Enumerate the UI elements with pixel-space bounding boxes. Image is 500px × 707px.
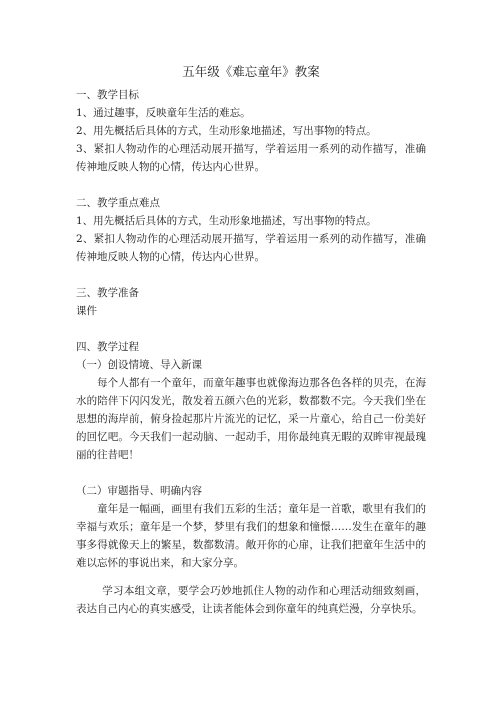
key-point-item-1: 1、用先概括后具体的方式，生动形象地描述，写出事物的特点。 (76, 215, 377, 227)
section-heading-objectives: 一、教学目标 (76, 89, 139, 101)
spacer (76, 572, 426, 582)
section-heading-key-points: 二、教学重点难点 (76, 197, 160, 209)
spacer (76, 464, 426, 482)
document-title: 五年级《难忘童年》教案 (182, 64, 320, 79)
objective-item-3: 3、紧扣人物动作的心理活动展开描写，学着运用一系列的动作描写，准确传神地反映人物的心情，传达内心世界。 (76, 143, 426, 173)
section-heading-preparation: 三、教学准备 (76, 287, 139, 299)
spacer (76, 266, 426, 284)
preparation-body: 课件 (76, 305, 97, 317)
subsection-heading-intro: （一）创设情境、导入新课 (76, 359, 202, 371)
section-heading-process: 四、教学过程 (76, 341, 139, 353)
objective-item-1: 1、通过趣事，反映童年生活的难忘。 (76, 107, 251, 119)
subsection-heading-guidance: （二）审题指导、明确内容 (76, 485, 202, 497)
spacer (76, 320, 426, 338)
objective-item-2: 2、用先概括后具体的方式，生动形象地描述，写出事物的特点。 (76, 125, 377, 137)
guidance-paragraph: 童年是一幅画，画里有我们五彩的生活；童年是一首歌，歌里有我们的幸福与欢乐；童年是一个梦，梦里有我们的想象和憧憬……发生在童年的趣事多得就像天上的繁星，数都数清。敞开你的心扉，让我们把童年生活中的难以忘怀的事说出来，和大家分享。 (76, 503, 426, 569)
document-page (76, 62, 426, 618)
intro-paragraph: 每个人都有一个童年，而童年趣事也就像海边那各色各样的贝壳，在海水的陪伴下闪闪发光，散发着五颜六色的光彩，数都数不完。今天我们坐在思想的海岸前，俯身捡起那片片流光的记忆，采一片童心，给自己一份美好的回忆吧。今天我们一起动脑、一起动手，用你最纯真无暇的双眸审视最瑰丽的往昔吧！ (76, 377, 426, 461)
spacer (76, 176, 426, 194)
study-paragraph: 学习本组文章，要学会巧妙地抓住人物的动作和心理活动细致刻画，表达自己内心的真实感受，让读者能体会到你童年的纯真烂漫，分享快乐。 (76, 585, 426, 615)
key-point-item-2: 2、紧扣人物动作的心理活动展开描写，学着运用一系列的动作描写，准确传神地反映人物的心情，传达内心世界。 (76, 233, 426, 263)
